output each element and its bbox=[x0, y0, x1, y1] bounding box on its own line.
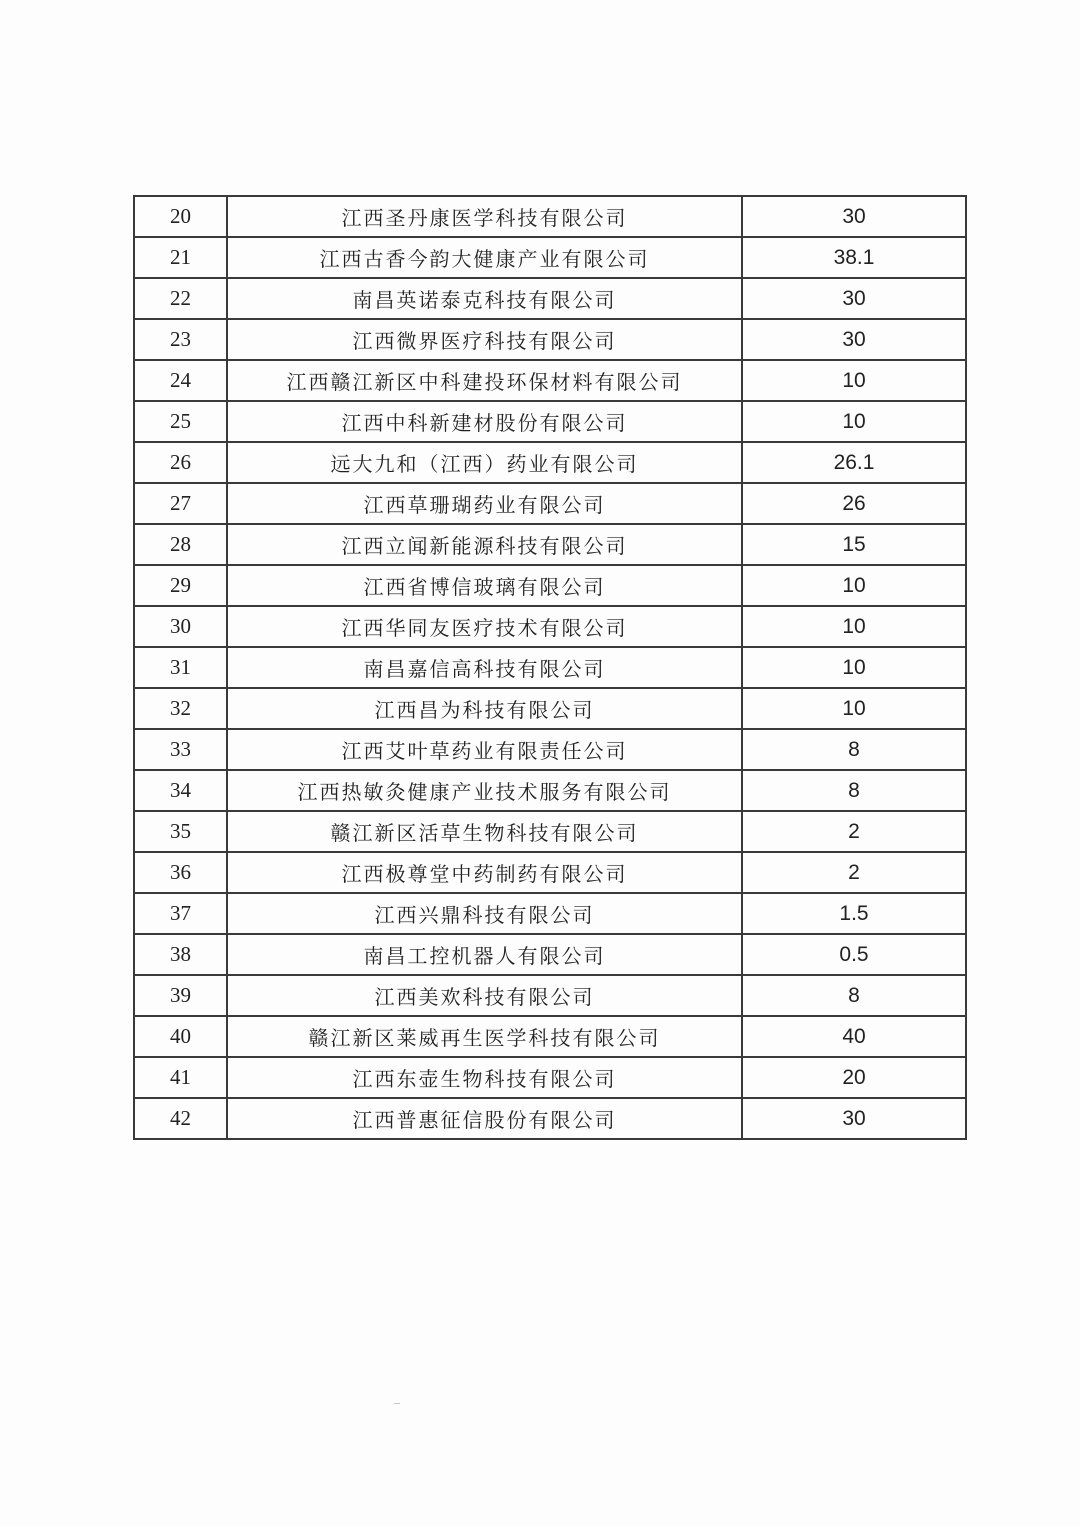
amount-value: 40 bbox=[742, 1016, 966, 1057]
table-row bbox=[134, 319, 966, 360]
amount-value: 38.1 bbox=[742, 237, 966, 278]
row-number: 21 bbox=[134, 237, 227, 278]
table-row bbox=[134, 278, 966, 319]
amount-value: 30 bbox=[742, 196, 966, 237]
amount-value: 26.1 bbox=[742, 442, 966, 483]
row-number: 31 bbox=[134, 647, 227, 688]
company-name: 江西东壶生物科技有限公司 bbox=[227, 1057, 742, 1098]
table-row bbox=[134, 606, 966, 647]
amount-value: 1.5 bbox=[742, 893, 966, 934]
row-number: 20 bbox=[134, 196, 227, 237]
row-number: 25 bbox=[134, 401, 227, 442]
company-name: 江西省博信玻璃有限公司 bbox=[227, 565, 742, 606]
table-row bbox=[134, 893, 966, 934]
table-row bbox=[134, 401, 966, 442]
row-number: 24 bbox=[134, 360, 227, 401]
amount-value: 20 bbox=[742, 1057, 966, 1098]
table-row bbox=[134, 975, 966, 1016]
amount-value: 10 bbox=[742, 647, 966, 688]
amount-value: 10 bbox=[742, 606, 966, 647]
company-name: 赣江新区莱威再生医学科技有限公司 bbox=[227, 1016, 742, 1057]
company-name: 江西微界医疗科技有限公司 bbox=[227, 319, 742, 360]
row-number: 30 bbox=[134, 606, 227, 647]
table-row bbox=[134, 647, 966, 688]
amount-value: 2 bbox=[742, 852, 966, 893]
table-row bbox=[134, 1098, 966, 1139]
company-name: 远大九和（江西）药业有限公司 bbox=[227, 442, 742, 483]
company-name: 江西普惠征信股份有限公司 bbox=[227, 1098, 742, 1139]
row-number: 39 bbox=[134, 975, 227, 1016]
table-row bbox=[134, 196, 966, 237]
scan-speck bbox=[394, 1403, 400, 1404]
amount-value: 8 bbox=[742, 729, 966, 770]
company-name: 南昌英诺泰克科技有限公司 bbox=[227, 278, 742, 319]
table-row bbox=[134, 524, 966, 565]
row-number: 41 bbox=[134, 1057, 227, 1098]
table-row bbox=[134, 934, 966, 975]
row-number: 22 bbox=[134, 278, 227, 319]
company-name: 江西草珊瑚药业有限公司 bbox=[227, 483, 742, 524]
table-row bbox=[134, 442, 966, 483]
company-name: 南昌工控机器人有限公司 bbox=[227, 934, 742, 975]
amount-value: 10 bbox=[742, 401, 966, 442]
company-name: 江西赣江新区中科建投环保材料有限公司 bbox=[227, 360, 742, 401]
company-name: 江西昌为科技有限公司 bbox=[227, 688, 742, 729]
company-name: 南昌嘉信高科技有限公司 bbox=[227, 647, 742, 688]
amount-value: 10 bbox=[742, 360, 966, 401]
table-row bbox=[134, 237, 966, 278]
company-name: 江西极尊堂中药制药有限公司 bbox=[227, 852, 742, 893]
table-row bbox=[134, 688, 966, 729]
amount-value: 0.5 bbox=[742, 934, 966, 975]
amount-value: 30 bbox=[742, 278, 966, 319]
table-row bbox=[134, 1057, 966, 1098]
company-name: 赣江新区活草生物科技有限公司 bbox=[227, 811, 742, 852]
row-number: 35 bbox=[134, 811, 227, 852]
amount-value: 26 bbox=[742, 483, 966, 524]
table-body bbox=[134, 196, 966, 1139]
row-number: 34 bbox=[134, 770, 227, 811]
company-name: 江西古香今韵大健康产业有限公司 bbox=[227, 237, 742, 278]
row-number: 27 bbox=[134, 483, 227, 524]
row-number: 42 bbox=[134, 1098, 227, 1139]
company-name: 江西华同友医疗技术有限公司 bbox=[227, 606, 742, 647]
company-name: 江西圣丹康医学科技有限公司 bbox=[227, 196, 742, 237]
row-number: 38 bbox=[134, 934, 227, 975]
table-row bbox=[134, 565, 966, 606]
amount-value: 10 bbox=[742, 565, 966, 606]
company-name: 江西兴鼎科技有限公司 bbox=[227, 893, 742, 934]
amount-value: 8 bbox=[742, 975, 966, 1016]
row-number: 36 bbox=[134, 852, 227, 893]
table-row bbox=[134, 483, 966, 524]
table-row bbox=[134, 811, 966, 852]
table-row bbox=[134, 770, 966, 811]
row-number: 40 bbox=[134, 1016, 227, 1057]
company-name: 江西中科新建材股份有限公司 bbox=[227, 401, 742, 442]
company-name: 江西立闻新能源科技有限公司 bbox=[227, 524, 742, 565]
table-row bbox=[134, 729, 966, 770]
amount-value: 2 bbox=[742, 811, 966, 852]
table-row bbox=[134, 1016, 966, 1057]
company-name: 江西热敏灸健康产业技术服务有限公司 bbox=[227, 770, 742, 811]
amount-value: 8 bbox=[742, 770, 966, 811]
amount-value: 30 bbox=[742, 319, 966, 360]
table-row bbox=[134, 852, 966, 893]
row-number: 26 bbox=[134, 442, 227, 483]
table-row bbox=[134, 360, 966, 401]
row-number: 33 bbox=[134, 729, 227, 770]
company-name: 江西美欢科技有限公司 bbox=[227, 975, 742, 1016]
amount-value: 10 bbox=[742, 688, 966, 729]
row-number: 23 bbox=[134, 319, 227, 360]
company-funding-table bbox=[133, 195, 967, 1140]
row-number: 32 bbox=[134, 688, 227, 729]
amount-value: 15 bbox=[742, 524, 966, 565]
amount-value: 30 bbox=[742, 1098, 966, 1139]
company-name: 江西艾叶草药业有限责任公司 bbox=[227, 729, 742, 770]
row-number: 37 bbox=[134, 893, 227, 934]
row-number: 29 bbox=[134, 565, 227, 606]
row-number: 28 bbox=[134, 524, 227, 565]
